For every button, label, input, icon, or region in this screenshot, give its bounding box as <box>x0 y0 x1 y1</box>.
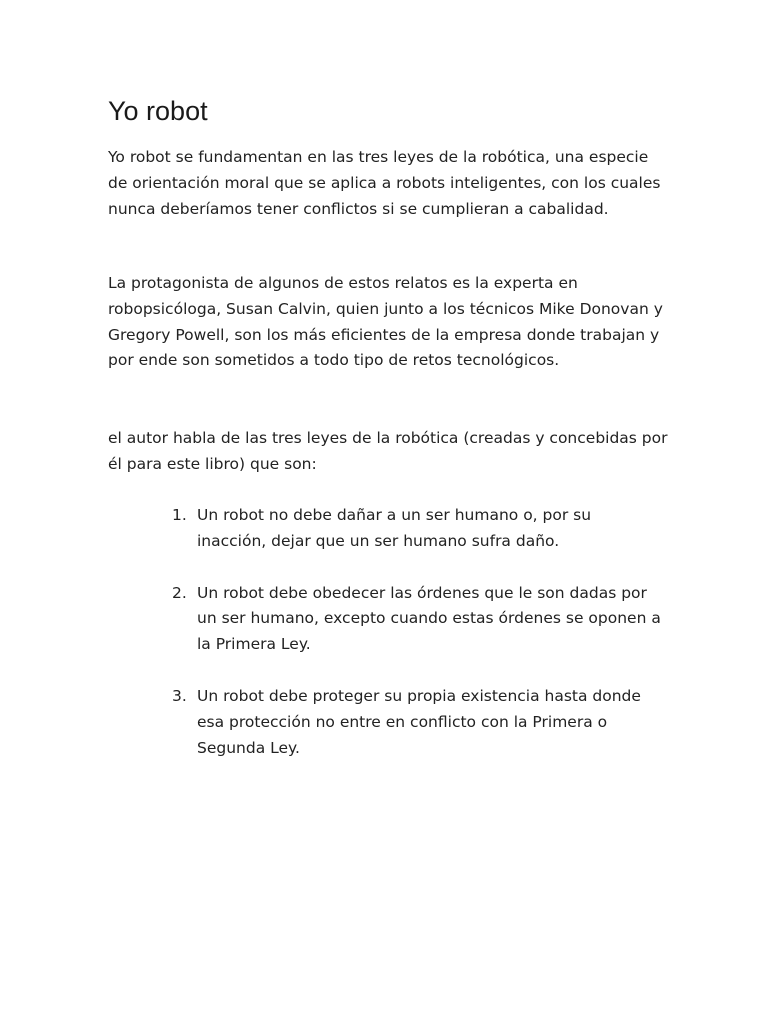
paragraph-intro: Yo robot se fundamentan en las tres leyes de la robótica, una especie de orientación moral que se aplica a robots inteligentes, con los cuales nunca deberíamos tener conflictos si se cumplieran a cabalidad. <box>108 148 661 218</box>
paragraph-protagonist: La protagonista de algunos de estos relatos es la experta en robopsicóloga, Susan Calvin, quien junto a los técnicos Mike Donovan y Gregory Powell, son los más eficientes de la empresa donde trabajan y por ende son sometidos a todo tipo de retos tecnológicos. <box>108 274 663 370</box>
list-item-text: Un robot no debe dañar a un ser humano o, por su inacción, dejar que un ser humano sufra daño. <box>197 506 592 550</box>
list-item <box>172 503 662 555</box>
list-item-number: 2. <box>172 583 187 602</box>
list-item <box>172 581 662 658</box>
paragraph-laws-intro: el autor habla de las tres leyes de la robótica (creadas y concebidas por él para este libro) que son: <box>108 429 668 473</box>
document-title: Yo robot <box>108 96 208 126</box>
list-item-number: 1. <box>172 506 187 524</box>
laws-list <box>172 503 662 787</box>
list-item-text: Un robot debe proteger su propia existencia hasta donde esa protección no entre en conflicto con la Primera o Segunda Ley. <box>197 686 641 757</box>
list-item-number: 3. <box>172 686 187 705</box>
list-item <box>172 684 662 761</box>
list-item-text: Un robot debe obedecer las órdenes que le son dadas por un ser humano, excepto cuando estas órdenes se oponen a la Primera Ley. <box>197 583 661 654</box>
